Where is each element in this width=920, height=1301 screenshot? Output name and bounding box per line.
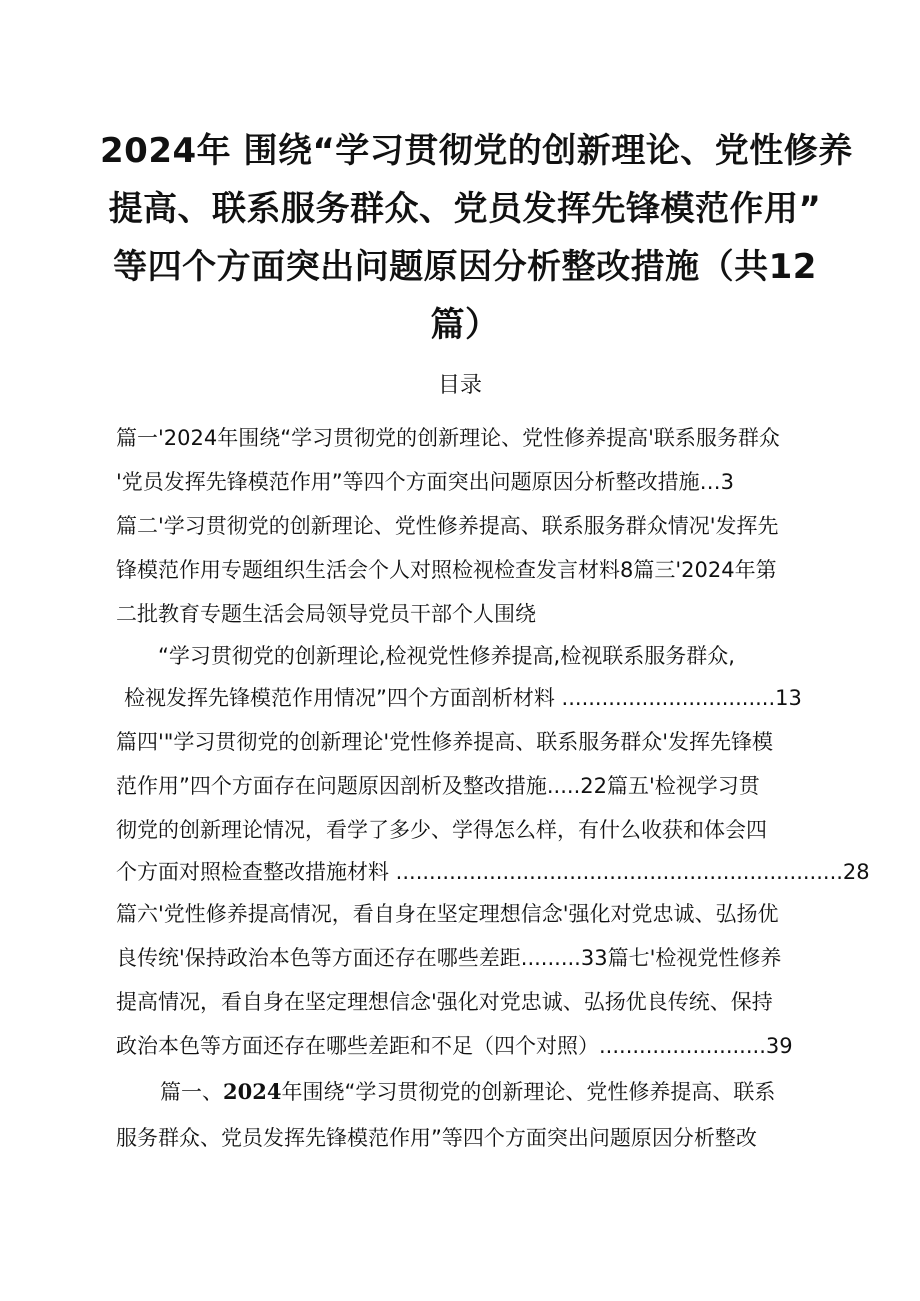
toc-line: 篇四'"学习贯彻党的创新理论'党性修养提高、联系服务群众'发挥先锋模 (116, 730, 773, 754)
title-line-1: 2024年 围绕“学习贯彻党的创新理论、党性修养 (100, 131, 853, 171)
toc-line: 篇六'党性修养提高情况，看自身在坚定理想信念'强化对党忠诚、弘扬优 (116, 902, 779, 926)
body-paragraph-line: 服务群众、党员发挥先锋模范作用”等四个方面突出问题原因分析整改 (116, 1126, 757, 1150)
toc-line: 篇一'2024年围绕“学习贯彻党的创新理论、党性修养提高'联系服务群众 (116, 426, 780, 450)
toc-line: 个方面对照检查整改措施材料 ...................................................................28 (116, 860, 870, 884)
toc-line: 政治本色等方面还存在哪些差距和不足（四个对照）.........................39 (116, 1034, 793, 1058)
toc-line: 良传统'保持政治本色等方面还存在哪些差距.........33篇七'检视党性修养 (116, 946, 782, 970)
title-line-3: 等四个方面突出问题原因分析整改措施（共12 (113, 247, 817, 287)
toc-line: 篇二'学习贯彻党的创新理论、党性修养提高、联系服务群众情况'发挥先 (116, 514, 779, 538)
year-text: 2024 (223, 1079, 282, 1104)
document-title (100, 122, 853, 354)
body-paragraph-line (160, 1072, 775, 1112)
body-text: 年围绕“学习贯彻党的创新理论、党性修养提高、联系 (281, 1080, 776, 1104)
toc-line: '党员发挥先锋模范作用”等四个方面突出问题原因分析整改措施…3 (116, 470, 735, 494)
toc-line: 彻党的创新理论情况，看学了多少、学得怎么样，有什么收获和体会四 (116, 818, 767, 842)
toc-line: 锋模范作用专题组织生活会个人对照检视检查发言材料8篇三'2024年第 (116, 558, 777, 582)
section-prefix: 篇一、 (160, 1080, 223, 1104)
title-line-2: 提高、联系服务群众、党员发挥先锋模范作用” (108, 189, 822, 229)
toc-line: 检视发挥先锋模范作用情况”四个方面剖析材料 ................................13 (124, 686, 802, 710)
toc-line: 二批教育专题生活会局领导党员干部个人围绕 (116, 602, 536, 626)
title-line-4: 篇） (430, 305, 500, 345)
toc-heading: 目录 (437, 373, 482, 398)
toc-line: 提高情况，看自身在坚定理想信念'强化对党忠诚、弘扬优良传统、保持 (116, 990, 773, 1014)
toc-line: 范作用”四个方面存在问题原因剖析及整改措施.....22篇五'检视学习贯 (116, 774, 760, 798)
toc-line: “学习贯彻党的创新理论,检视党性修养提高,检视联系服务群众, (158, 644, 735, 668)
